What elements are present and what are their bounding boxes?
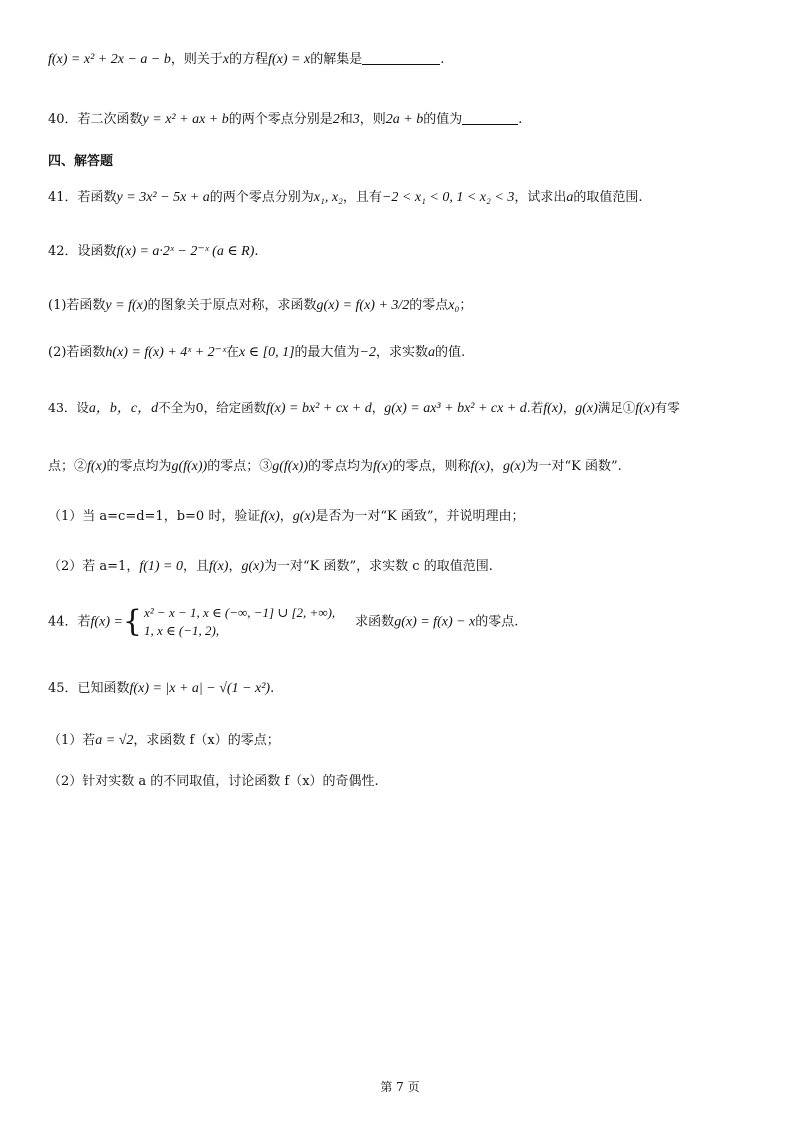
text: （1）若 [48,733,96,748]
formula: 3 [352,112,360,127]
formula: g(f(x)) [171,459,208,474]
question-number: 45．已知函数 [48,681,130,696]
formula: f(x) [209,559,229,574]
formula: a，b，c，d [88,401,159,416]
formula: f(x) = [90,614,123,630]
text: ，求函数 f（x）的零点； [133,733,280,748]
text: ； [459,298,473,313]
answer-blank [462,110,518,125]
text: ，且 [183,559,210,574]
formula: f(x) = x² + 2x − a − b [48,52,171,67]
formula: f(1) = 0 [139,559,183,574]
formula: g(x) = f(x) + 3/2 [316,298,410,313]
question-42-part-1 [48,296,760,316]
formula: x₁, x₂ [313,190,343,205]
text: ，试求出 [514,190,567,205]
text: ，求实数 [376,345,429,360]
text: 的零点；③ [207,459,273,474]
text: 在 [226,345,240,360]
formula: f(x) [373,459,393,474]
formula: f(x) [470,459,490,474]
left-brace: { [122,604,143,639]
text: 0，给定函数 [195,400,267,415]
text: 的零点. [475,614,519,630]
text: ， [279,509,293,524]
text: (2)若函数 [48,345,106,360]
formula: g(x) [292,509,316,524]
text: 的零点 [409,298,449,313]
question-43-part-1 [48,507,760,527]
formula: a [566,190,574,205]
text: 有零 [654,400,680,415]
formula: g(x) = f(x) − x [394,614,476,630]
formula: f(x) = |x + a| − √(1 − x²) [129,681,271,696]
question-43-part-2 [48,557,760,577]
question-44 [48,602,760,643]
formula: f(x) = bx² + cx + d [266,401,372,416]
text: 是否为一对“K 函致”，并说明理由； [315,509,525,524]
formula: −2 < x₁ < 0, 1 < x₂ < 3 [381,190,515,205]
question-number: 41．若函数 [48,190,117,205]
text: ，且有 [342,190,382,205]
question-number: 40．若二次函数 [48,112,143,127]
text: 为一对“K 函数”，求实数 c 的取值范围. [264,559,493,574]
text: 的最大值为 [294,345,360,360]
formula: f(x) [260,509,280,524]
text: ，则关于 [170,52,223,67]
text: . [254,244,259,259]
text: 不全为 [158,400,196,415]
text: （2）针对实数 a 的不同取值，讨论函数 f（x）的奇偶性. [48,774,379,789]
text: 的解集是 [310,52,363,67]
text: ， [562,400,576,415]
formula: g(x) [502,459,526,474]
text: (1)若函数 [48,298,106,313]
question-45-part-2 [48,772,760,792]
text: . [270,681,275,696]
formula: g(x) = ax³ + bx² + cx + d [384,401,527,416]
question-43 [48,398,760,419]
formula: g(x) [575,401,598,416]
text: 点；② [48,459,88,474]
formula: a [428,345,436,360]
formula: f(x) = x [268,52,311,67]
text: 和 [339,112,353,127]
question-number: 43．设 [48,400,89,415]
text: 求函数 [355,614,395,630]
text: . [440,52,445,67]
text: 的值为 [423,112,463,127]
question-42 [48,242,760,262]
formula: g(f(x)) [272,459,309,474]
formula: f(x) [543,401,563,416]
question-45 [48,679,760,699]
text: 的零点，则称 [392,459,471,474]
formula: a = √2 [95,733,134,748]
case-2: 1, x ∈ (−1, 2), [144,623,220,638]
formula: y = x² + ax + b [142,112,229,127]
question-40 [48,110,760,130]
text: 为一对“K 函数”. [525,459,622,474]
text: ，则 [359,112,386,127]
text: 满足① [597,400,636,415]
question-43-conditions [48,457,760,477]
formula: y = 3x² − 5x + a [116,190,210,205]
formula: f(x) = a·2ˣ − 2⁻ˣ (a ∈ R) [116,244,255,259]
formula: x ∈ [0, 1] [239,345,295,360]
question-number: 44．若 [48,614,91,630]
text: ， [371,400,385,415]
formula: f(x) [87,459,107,474]
text: 的零点均为 [106,459,172,474]
formula: −2 [359,345,376,360]
question-39-continuation [48,50,760,70]
text: 的两个零点分别为 [209,190,314,205]
case-1: x² − x − 1, x ∈ (−∞, −1] ∪ [2, +∞), [144,605,336,620]
text: 的值. [435,345,466,360]
text: 的方程 [229,52,269,67]
text: ， [489,459,503,474]
question-41 [48,188,760,208]
section-heading: 四、解答题 [48,154,114,169]
formula: 2a + b [385,112,424,127]
formula: x₀ [448,298,460,313]
text: （2）若 a=1， [48,559,140,574]
formula: f(x) [635,401,655,416]
text: 的取值范围. [573,190,643,205]
formula: 2 [332,112,340,127]
question-number: 42．设函数 [48,244,117,259]
formula: h(x) = f(x) + 4ˣ + 2⁻ˣ [105,345,227,360]
page-footer: 第 7 页 [380,1080,420,1094]
piecewise-cases [144,604,335,640]
text: 的图象关于原点对称，求函数 [147,298,317,313]
text: （1）当 a=c=d=1，b=0 时，验证 [48,509,261,524]
text: 的两个零点分别是 [228,112,333,127]
text: 的零点均为 [308,459,374,474]
formula: y = f(x) [105,298,148,313]
text: ， [228,559,242,574]
answer-blank [362,50,440,65]
formula: g(x) [241,559,265,574]
text: .若 [526,400,544,415]
question-42-part-2 [48,343,760,363]
text: . [518,112,523,127]
formula: x [222,52,230,67]
question-45-part-1 [48,731,760,751]
